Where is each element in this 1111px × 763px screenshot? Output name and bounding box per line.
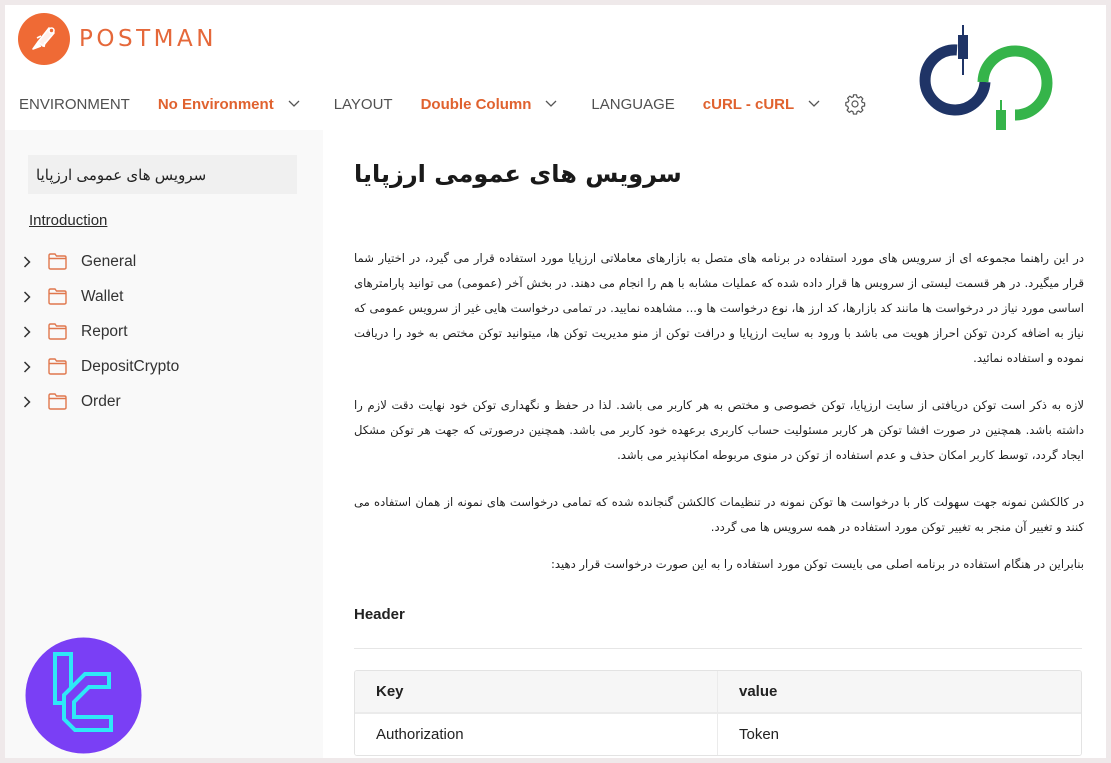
header-table (354, 670, 1082, 756)
folder-wallet[interactable] (23, 279, 179, 314)
folder-label: Order (81, 392, 121, 410)
folder-label: General (81, 252, 137, 270)
layout-selector[interactable] (334, 96, 560, 113)
language-value[interactable]: cURL - cURL (702, 95, 795, 113)
environment-value[interactable]: No Environment (157, 95, 274, 113)
folder-label: Wallet (81, 287, 124, 305)
folder-icon (48, 323, 67, 340)
folder-icon (48, 393, 67, 410)
chevron-right-icon[interactable] (23, 291, 35, 303)
chevron-down-icon[interactable] (808, 97, 822, 111)
page-title: سرویس های عمومی ارزپایا (354, 160, 682, 188)
token-warning-paragraph: لازه به ذکر است توکن دریافتی از سایت ارزپایا، توکن خصوصی و مختص به هر کاربر می باشد. لذا در حفظ و نگهداری توکن خود نهایت دقت لازم را داشته باشد. همچنین در صورت افشا توکن هر کاربر مسئولیت حساب کاربری برعهده خود کاربر می باشد. همچنین درصورتی که جهت هر توکن مشکل ایجاد گردد، توسط کاربر امکان حذف و عدم استفاده از توکن در منوی مربوطه امکانپذیر می باشد. (354, 398, 1084, 462)
cell-value: Token (718, 714, 1081, 755)
folder-icon (48, 358, 67, 375)
environment-selector[interactable] (19, 96, 302, 113)
chevron-down-icon[interactable] (288, 97, 302, 111)
header-section-label: Header (354, 606, 405, 623)
gear-icon[interactable] (844, 93, 866, 115)
chevron-down-icon[interactable] (545, 97, 559, 111)
folder-report[interactable] (23, 314, 179, 349)
sidebar (5, 130, 323, 758)
intro-paragraph: در این راهنما مجموعه ای از سرویس های مورد استفاده در برنامه های متصل به بازارهای معاملاتی ارزپایا مورد استفاده قرار می گیرد، در اختیار شما قرار میگیرد. در هر قسمت لیستی از سرویس ها قرار داده شده که عملیات مشابه با هم را انجام می دهند. در بخش آخر (عمومی) می توانید پارامترهای اساسی مورد نیاز در درخواست ها مانند کد بازارها، کد ارز ها، نوع درخواست ها و... مشاهده نمایید. در تمامی درخواست هایی غیر از سرویس عمومی که نیاز به اضافه کردن توکن احراز هویت می باشد با ورود به سایت ارزپایا و درافت توکن از منو مدیریت توکن ها، میتوانید توکن مختص به خود را دریافت نموده و استفاده نمائید. (354, 251, 1084, 365)
divider (354, 648, 1082, 649)
top-nav (19, 91, 866, 117)
chevron-right-icon[interactable] (23, 396, 35, 408)
brand-candlestick-logo (911, 20, 1061, 145)
layout-label: LAYOUT (333, 95, 393, 113)
table-header-row (355, 671, 1081, 714)
folder-tree (23, 244, 179, 419)
introduction-link[interactable]: Introduction (29, 212, 108, 229)
folder-label: DepositCrypto (81, 357, 180, 375)
layout-value[interactable]: Double Column (420, 95, 532, 113)
postman-rocket-icon (18, 13, 70, 65)
postman-logo[interactable] (18, 13, 217, 65)
tl-badge-logo (25, 637, 142, 754)
description (354, 246, 1084, 599)
collection-title[interactable]: سرویس های عمومی ارزپایا (28, 155, 297, 194)
chevron-right-icon[interactable] (23, 256, 35, 268)
folder-icon (48, 288, 67, 305)
folder-general[interactable] (23, 244, 179, 279)
column-header-value: value (718, 671, 1081, 714)
folder-depositcrypto[interactable] (23, 349, 179, 384)
cell-key: Authorization (355, 714, 718, 755)
folder-label: Report (81, 322, 128, 340)
usage-paragraph: بنابراین در هنگام استفاده در برنامه اصلی می بایست توکن مورد استفاده را به این صورت درخواست قرار دهید: (550, 557, 1084, 571)
table-row (355, 714, 1081, 755)
app-frame (5, 5, 1106, 758)
sample-collection-paragraph: در کالکشن نمونه جهت سهولت کار با درخواست ها توکن نمونه در تنظیمات کالکشن گنجانده شده که تمامی درخواست های نمونه از همان استفاده می کنند و تغییر آن منجر به تغییر توکن مورد استفاده در همه سرویس ها می گردد. (354, 495, 1084, 534)
folder-order[interactable] (23, 384, 179, 419)
main-content (323, 130, 1106, 758)
column-header-key: Key (355, 671, 718, 714)
logo-text: POSTMAN (79, 26, 217, 52)
environment-label: ENVIRONMENT (19, 95, 130, 113)
language-label: LANGUAGE (591, 95, 675, 113)
folder-icon (48, 253, 67, 270)
language-selector[interactable] (591, 96, 822, 113)
chevron-right-icon[interactable] (23, 326, 35, 338)
chevron-right-icon[interactable] (23, 361, 35, 373)
